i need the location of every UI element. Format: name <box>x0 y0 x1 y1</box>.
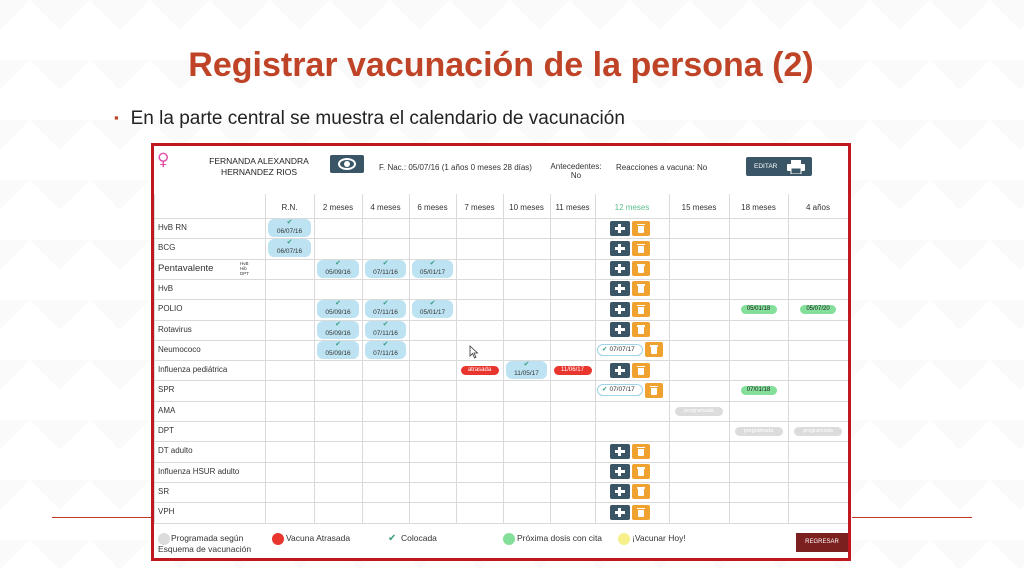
legend-hoy: ¡Vacunar Hoy! <box>632 533 686 543</box>
birth-date-info: F. Nac.: 05/07/16 (1 años 0 meses 28 días) <box>379 163 532 172</box>
grid-row-line <box>154 482 848 483</box>
applied-dose-today[interactable] <box>597 344 643 356</box>
applied-dose[interactable] <box>268 219 311 237</box>
vaccine-name: Pentavalente <box>158 262 214 274</box>
trash-icon[interactable] <box>645 383 663 398</box>
trash-icon[interactable] <box>632 281 650 296</box>
history-label: Antecedentes: <box>550 162 602 171</box>
legend <box>154 529 848 561</box>
grid-col-line <box>595 194 596 523</box>
check-icon: ✔ <box>429 300 436 308</box>
vaccine-subcomponent: HvB <box>240 260 249 266</box>
cursor-icon <box>469 345 479 359</box>
column-header: 15 meses <box>681 203 717 212</box>
trash-lid <box>637 508 645 510</box>
vaccine-name: SPR <box>158 385 175 395</box>
next-dose[interactable]: 05/07/20 <box>800 305 836 314</box>
column-header: 7 meses <box>464 203 495 212</box>
check-icon: ✔ <box>286 239 293 247</box>
reactions-info: Reacciones a vacuna: No <box>616 163 708 172</box>
trash-can <box>638 266 644 273</box>
trash-can <box>638 449 644 456</box>
next-dose[interactable]: 07/01/18 <box>741 386 777 395</box>
grid-col-line <box>409 194 410 523</box>
patient-name-line1: FERNANDA ALEXANDRA <box>209 156 309 166</box>
grid-row-line <box>154 340 848 341</box>
dose-date: 05/01/17 <box>419 268 446 276</box>
trash-can <box>638 226 644 233</box>
next-dose[interactable]: 05/01/18 <box>741 305 777 314</box>
trash-can <box>651 347 657 354</box>
view-patient-button[interactable] <box>330 155 364 173</box>
decorative-rule-right <box>852 517 972 518</box>
trash-lid <box>637 224 645 226</box>
applied-dose[interactable] <box>412 260 453 278</box>
grid-row-line <box>154 259 848 260</box>
dose-date: 05/09/16 <box>325 268 351 276</box>
check-icon: ✔ <box>335 320 341 328</box>
applied-dose[interactable] <box>317 341 359 359</box>
grid-col-line <box>550 194 551 523</box>
trash-lid <box>637 305 645 307</box>
eye-pupil <box>344 161 350 167</box>
grid-row-line <box>154 299 848 300</box>
dose-date: 05/01/17 <box>419 309 446 317</box>
grid-row-line <box>154 238 848 239</box>
legend-proxima: Próxima dosis con cita <box>517 533 603 543</box>
trash-icon[interactable] <box>632 484 650 499</box>
vaccine-name: POLIO <box>158 304 183 314</box>
check-icon: ✔ <box>335 259 341 267</box>
grid-col-line <box>848 194 849 523</box>
dose-date: 07/11/16 <box>373 309 398 317</box>
column-header: 10 meses <box>509 203 544 212</box>
applied-dose-today[interactable] <box>597 384 643 396</box>
trash-can <box>638 246 644 253</box>
grid-row-line <box>154 441 848 442</box>
applied-dose[interactable] <box>506 361 547 379</box>
back-button[interactable]: REGRESAR <box>796 533 848 552</box>
grid-col-line <box>265 194 266 523</box>
check-icon: ✔ <box>382 300 389 308</box>
column-header: 4 años <box>805 203 831 212</box>
trash-icon[interactable] <box>632 221 650 236</box>
grid-col-line <box>729 194 730 523</box>
grid-row-line <box>154 218 848 219</box>
plus-icon[interactable] <box>610 261 630 276</box>
bullet-text: En la parte central se muestra el calendario de vacunación <box>130 108 625 129</box>
check-icon: ✔ <box>388 533 397 544</box>
plus-icon[interactable] <box>610 444 630 459</box>
dose-date: 05/09/16 <box>325 349 351 357</box>
trash-icon[interactable] <box>632 505 650 520</box>
trash-icon[interactable] <box>632 261 650 276</box>
legend-programada-line2: Esquema de vacunación <box>158 544 252 554</box>
printer-icon[interactable] <box>786 160 806 174</box>
applied-dose[interactable] <box>317 321 359 339</box>
grid-row-line <box>154 279 848 280</box>
applied-dose[interactable] <box>412 300 453 318</box>
trash-icon[interactable] <box>632 464 650 479</box>
patient-header <box>154 146 848 194</box>
bullet-icon: ▪ <box>114 110 119 125</box>
plus-icon[interactable] <box>610 241 630 256</box>
vaccine-name: HvB <box>158 283 174 293</box>
scheduled-dose[interactable]: programada <box>794 427 842 436</box>
applied-dose[interactable] <box>365 260 406 278</box>
history-value: No <box>570 171 582 180</box>
column-header: 11 meses <box>555 203 590 212</box>
grid-row-line <box>154 502 848 503</box>
patient-name <box>204 156 314 178</box>
late-dose[interactable]: 11/06/17 <box>554 366 592 375</box>
vaccination-schedule-grid <box>154 194 848 523</box>
trash-icon[interactable] <box>632 322 650 337</box>
plus-icon[interactable] <box>610 464 630 479</box>
grid-row-line <box>154 320 848 321</box>
dose-date: 05/09/16 <box>325 329 351 337</box>
edit-print-button[interactable] <box>746 157 812 176</box>
dose-date: 07/11/16 <box>373 268 398 276</box>
check-icon: ✔ <box>335 300 341 308</box>
late-dose[interactable]: atrasada <box>461 366 499 375</box>
column-header: 2 meses <box>322 203 354 212</box>
grid-row-line <box>154 462 848 463</box>
vaccine-name: BCG <box>158 243 176 253</box>
applied-dose[interactable] <box>268 239 311 257</box>
vaccination-app-screenshot <box>151 143 851 561</box>
vaccine-name: Influenza pediátrica <box>158 365 228 375</box>
trash-can <box>638 489 644 496</box>
scheduled-dose[interactable]: programada <box>675 407 723 416</box>
column-header: R.N. <box>281 203 298 212</box>
trash-icon[interactable] <box>645 342 663 357</box>
plus-icon[interactable] <box>610 363 630 378</box>
grid-col-line <box>503 194 504 523</box>
slide-bullet <box>114 108 625 130</box>
plus-icon[interactable] <box>610 281 630 296</box>
check-icon: ✔ <box>382 320 389 328</box>
grid-col-line <box>154 194 155 523</box>
plus-icon[interactable] <box>610 221 630 236</box>
vaccine-subcomponent: Hib <box>240 265 247 271</box>
grid-col-line <box>314 194 315 523</box>
trash-icon[interactable] <box>632 241 650 256</box>
patient-name-line2: HERNANDEZ RIOS <box>220 167 298 177</box>
dose-date: 11/05/17 <box>514 370 539 378</box>
trash-can <box>638 510 644 517</box>
plus-icon[interactable] <box>610 322 630 337</box>
slide-title: Registrar vacunación de la persona (2) <box>188 46 814 84</box>
legend-programada-line1: Programada según <box>171 533 244 543</box>
grid-row-line <box>154 421 848 422</box>
vaccine-name: DPT <box>158 426 174 435</box>
dose-date: 07/11/16 <box>373 329 398 337</box>
applied-dose[interactable] <box>365 341 406 359</box>
dose-date: 06/07/16 <box>276 228 303 235</box>
vaccine-subcomponent: DPT <box>240 270 249 276</box>
scheduled-dose[interactable]: programada <box>735 427 783 436</box>
grid-col-line <box>788 194 789 523</box>
column-header: 4 meses <box>370 203 401 212</box>
vaccine-name: DT adulto <box>158 446 193 456</box>
column-header: 12 meses <box>614 203 650 212</box>
check-icon: ✔ <box>602 386 608 394</box>
vaccine-subcomponents <box>240 261 249 276</box>
trash-can <box>651 388 657 395</box>
grid-row-line <box>154 401 848 402</box>
plus-icon[interactable] <box>610 302 630 317</box>
trash-can <box>638 307 644 314</box>
trash-can <box>638 469 644 476</box>
vaccine-name: Influenza HSUR adulto <box>158 466 240 476</box>
vaccine-name: AMA <box>158 405 176 415</box>
trash-icon[interactable] <box>632 302 650 317</box>
history-info <box>546 162 606 180</box>
grid-col-line <box>669 194 670 523</box>
column-header: 18 meses <box>741 203 776 212</box>
next-dose-dot-icon <box>503 533 515 545</box>
check-icon: ✔ <box>335 340 341 348</box>
check-icon: ✔ <box>382 340 389 348</box>
check-icon: ✔ <box>429 259 436 267</box>
grid-col-line <box>456 194 457 523</box>
dose-date: 05/09/16 <box>325 309 351 317</box>
trash-can <box>638 368 644 375</box>
grid-col-line <box>362 194 363 523</box>
plus-icon[interactable] <box>610 505 630 520</box>
trash-can <box>638 327 644 334</box>
legend-atrasada: Vacuna Atrasada <box>286 533 351 543</box>
trash-can <box>638 286 644 293</box>
grid-row-line <box>154 380 848 381</box>
vaccine-name: Rotavirus <box>158 324 192 334</box>
dose-date: 07/07/17 <box>609 386 635 394</box>
check-icon: ✔ <box>286 219 293 226</box>
check-icon: ✔ <box>382 259 389 267</box>
applied-dose[interactable] <box>365 300 406 318</box>
applied-dose[interactable] <box>317 260 359 278</box>
dose-date: 07/07/17 <box>609 345 635 353</box>
edit-label: EDITAR <box>754 163 778 170</box>
vaccine-name: VPH <box>158 507 175 517</box>
trash-icon[interactable] <box>632 363 650 378</box>
decorative-rule-left <box>52 517 152 518</box>
column-header: 6 meses <box>417 203 448 212</box>
dose-date: 06/07/16 <box>276 248 303 256</box>
vaccine-name: SR <box>158 486 170 496</box>
female-icon: ♀ <box>157 150 170 170</box>
trash-lid <box>637 366 645 368</box>
plus-icon[interactable] <box>610 484 630 499</box>
applied-dose[interactable] <box>365 321 406 339</box>
applied-dose[interactable] <box>317 300 359 318</box>
legend-colocada: Colocada <box>401 533 437 543</box>
grid-row-line <box>154 523 848 524</box>
vaccine-name: HvB RN <box>158 223 187 232</box>
trash-icon[interactable] <box>632 444 650 459</box>
check-icon: ✔ <box>602 345 608 353</box>
dose-date: 07/11/16 <box>373 349 398 357</box>
check-icon: ✔ <box>523 361 530 369</box>
vaccine-name: Neumococo <box>158 344 201 354</box>
today-dot-icon <box>618 533 630 545</box>
grid-row-line <box>154 360 848 361</box>
late-dot-icon <box>272 533 284 545</box>
